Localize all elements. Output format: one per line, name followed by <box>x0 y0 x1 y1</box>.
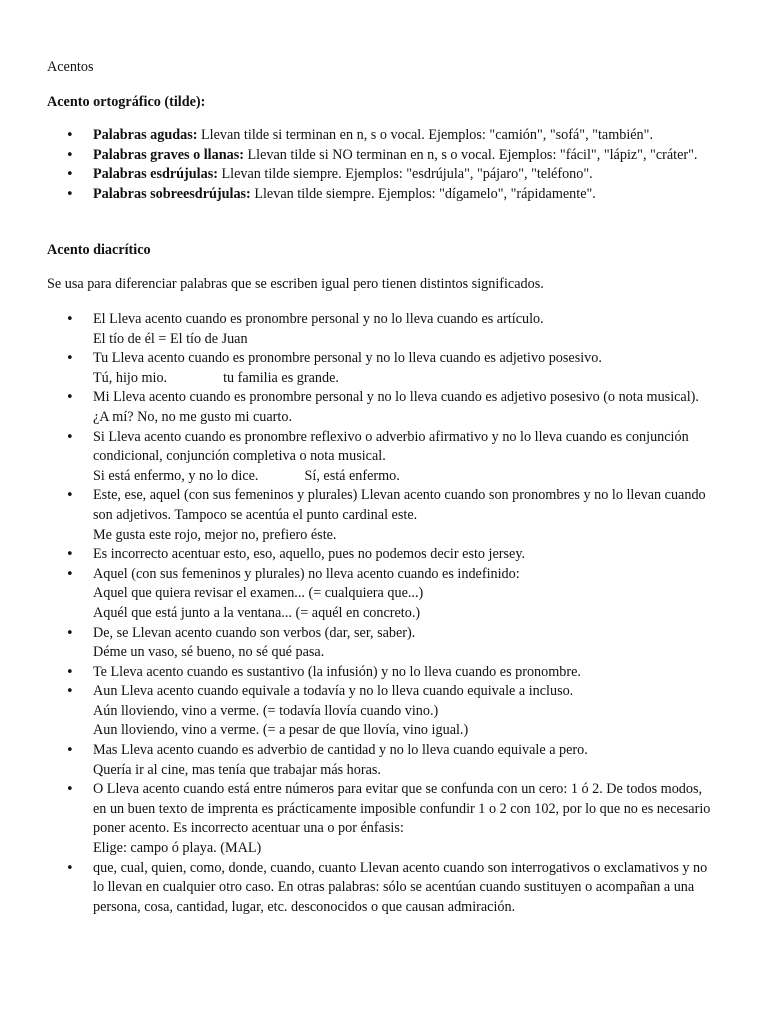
list-item <box>0 486 740 545</box>
document-title: Acentos <box>47 59 94 75</box>
list-item <box>0 165 740 185</box>
list-item <box>0 545 740 565</box>
diacritico-list <box>0 310 740 917</box>
example-text: Sí, está enfermo. <box>304 467 400 484</box>
item-text: • El Lleva acento cuando es pronombre personal y no lo lleva cuando es artículo. <box>93 311 544 327</box>
heading-acento-diacritico: Acento diacrítico <box>47 242 151 258</box>
term-label: Palabras agudas: <box>93 127 198 143</box>
list-item <box>0 663 740 683</box>
term-label: Palabras esdrújulas: <box>93 166 218 183</box>
example-line <box>93 369 716 389</box>
list-item <box>0 126 740 146</box>
list-item <box>0 310 740 349</box>
example-text: ¿A mí? No, no me gusto mi cuarto. <box>93 408 292 425</box>
example-text: Aquél que está junto a la ventana... (= aquél en concreto.) <box>93 604 421 621</box>
item-text: • que, cual, quien, como, donde, cuando, cuanto Llevan acento cuando son interrogativos o exclamativos y no lo llevan en cualquier otro caso. En otras palabras: sólo se acentúan cuando sustituyen o acompañan a una persona, cosa, cantidad, lugar, etc. desconocidos o que causan admiración. <box>93 859 708 915</box>
list-item <box>0 428 740 487</box>
example-text: El tío de él = El tío de Juan <box>93 330 248 347</box>
list-item <box>0 349 740 388</box>
intro-paragraph: Se usa para diferenciar palabras que se escriben igual pero tienen distintos significados. <box>47 276 544 292</box>
item-text: Llevan tilde si terminan en n, s o vocal. Ejemplos: "camión", "sofá", "también". <box>197 127 653 143</box>
example-text: Me gusta este rojo, mejor no, prefiero éste. <box>93 526 337 543</box>
example-text: Aún lloviendo, vino a verme. (= todavía llovía cuando vino.) <box>93 702 439 719</box>
ortografico-list <box>0 126 740 204</box>
example-line <box>93 467 716 487</box>
list-item <box>0 859 740 918</box>
list-item <box>0 780 740 858</box>
item-text: • Es incorrecto acentuar esto, eso, aquello, pues no podemos decir esto jersey. <box>93 546 526 563</box>
example-text: tu familia es grande. <box>223 369 339 386</box>
heading-acento-ortografico: Acento ortográfico (tilde): <box>47 94 206 110</box>
list-item <box>0 741 740 780</box>
item-text: • Mas Lleva acento cuando es adverbio de cantidad y no lo lleva cuando equivale a pero. <box>93 742 588 759</box>
example-text: Déme un vaso, sé bueno, no sé qué pasa. <box>93 644 325 661</box>
item-text: • Tu Lleva acento cuando es pronombre personal y no lo lleva cuando es adjetivo posesivo. <box>93 350 602 367</box>
list-item <box>0 146 740 166</box>
item-text: • O Lleva acento cuando está entre números para evitar que se confunda con un cero: 1 ó 2. De todos modos, en un buen texto de imprenta es prácticamente imposible confundir 1 o 2 con 102, por lo que no es necesario poner acento. Es incorrecto acentuar una o por énfasis: <box>93 781 711 837</box>
list-item <box>0 185 740 205</box>
item-text: • De, se Llevan acento cuando son verbos (dar, ser, saber). <box>93 624 416 641</box>
item-text: • Si Lleva acento cuando es pronombre reflexivo o adverbio afirmativo y no lo lleva cuando es conjunción condicional, conjunción completiva o nota musical. <box>93 428 689 465</box>
item-text: • Aquel (con sus femeninos y plurales) no lleva acento cuando es indefinido: <box>93 565 520 582</box>
example-text: Aquel que quiera revisar el examen... (= cualquiera que...) <box>93 585 424 602</box>
item-text: • Aun Lleva acento cuando equivale a todavía y no lo lleva cuando equivale a incluso. <box>93 683 574 700</box>
item-text: Llevan tilde siempre. Ejemplos: "esdrújula", "pájaro", "teléfono". <box>217 166 593 183</box>
item-text: Llevan tilde siempre. Ejemplos: "dígamelo", "rápidamente". <box>250 185 596 202</box>
example-text: Aun lloviendo, vino a verme. (= a pesar de que llovía, vino igual.) <box>93 722 469 739</box>
term-label: Palabras sobreesdrújulas: <box>93 185 251 202</box>
example-text: Quería ir al cine, mas tenía que trabajar más horas. <box>93 761 381 778</box>
item-text: Llevan tilde si NO terminan en n, s o vocal. Ejemplos: "fácil", "lápiz", "cráter". <box>243 146 698 163</box>
list-item <box>0 388 740 427</box>
term-label: Palabras graves o llanas: <box>93 146 244 163</box>
example-text: Tú, hijo mio. <box>93 369 168 386</box>
list-item <box>0 682 740 741</box>
list-item <box>0 565 740 624</box>
item-text: • Este, ese, aquel (con sus femeninos y plurales) Llevan acento cuando son pronombres y no lo llevan cuando son adjetivos. Tampoco se acentúa el punto cardinal este. <box>93 487 706 523</box>
list-item <box>0 624 740 663</box>
item-text: • Te Lleva acento cuando es sustantivo (la infusión) y no lo lleva cuando es pronombre. <box>93 663 581 680</box>
item-text: • Mi Lleva acento cuando es pronombre personal y no lo lleva cuando es adjetivo posesivo (o nota musical). <box>93 389 699 406</box>
example-text: Si está enfermo, y no lo dice. <box>93 467 259 484</box>
example-text: Elige: campo ó playa. (MAL) <box>93 840 262 857</box>
